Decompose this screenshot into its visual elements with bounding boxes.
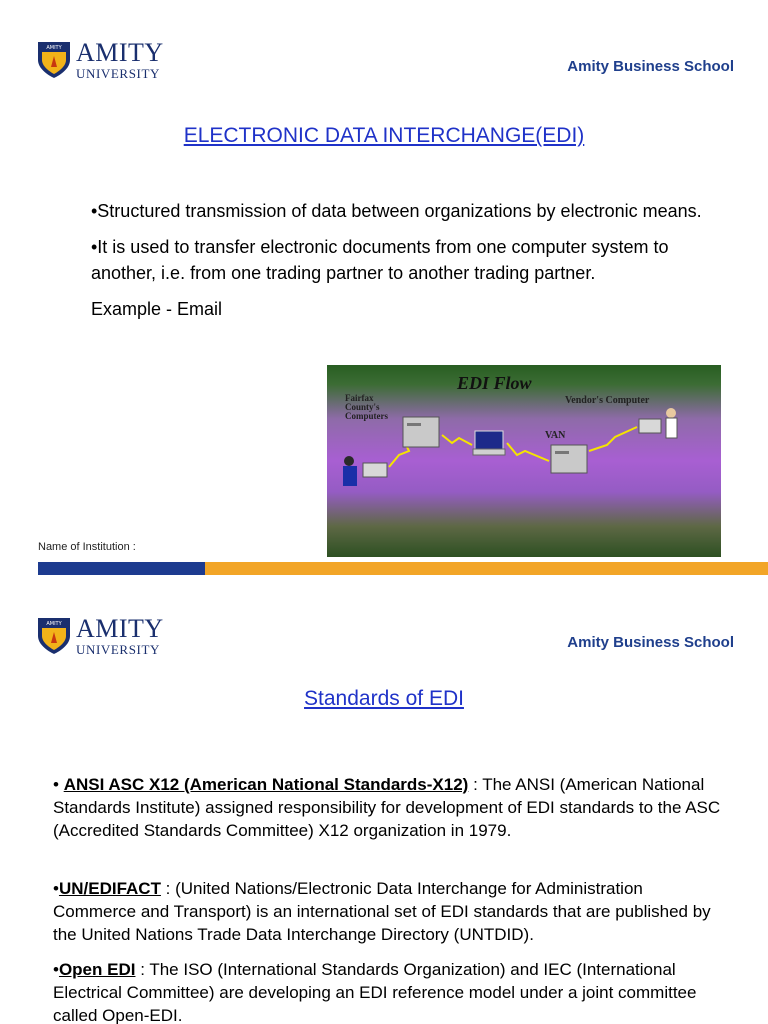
example-line: Example - Email [91,299,223,319]
slide-title: ELECTRONIC DATA INTERCHANGE(EDI) [183,124,585,147]
diagram-label-left-3: Computers [345,411,388,421]
diagram-title: EDI Flow [457,373,532,393]
standard-term: Open EDI [58,960,136,979]
bullet-mark: • [53,775,64,794]
vendor-person-icon [639,408,677,438]
computer-icon [473,431,505,455]
logo-name: AMITY [76,38,164,67]
logo-subtitle: UNIVERSITY [76,66,160,81]
shield-logo-icon [36,40,72,80]
amity-logo [36,616,164,656]
server-icon [403,417,439,447]
standard-description: : (United Nations/Electronic Data Interchange for Administration Commerce and Transport) is an international set of EDI standards that are published by the United Nations Trade Data Interchange Directory (UNTDID). [53,879,711,944]
shield-text: AMITY [46,621,62,627]
standard-description: : The ISO (International Standards Organization) and IEC (International Electrical Committee) are developing an EDI reference model under a joint committee called Open-EDI. [53,960,697,1024]
diagram-label-van: VAN [545,430,566,441]
amity-logo [36,40,164,80]
bullet-list [91,198,731,332]
standard-item-edifact [53,877,725,946]
bullet-item: •It is used to transfer electronic documents from one computer system to another, i.e. from one trading partner to another trading partner. [91,237,669,283]
footer-bar-blue [38,562,205,575]
slide-title: Standards of EDI [304,687,464,710]
slide-2 [0,598,768,1024]
logo-name: AMITY [76,614,164,643]
diagram-label-vendor: Vendor's Computer [565,395,650,406]
standard-description: : The ANSI (American National Standards Institute) assigned responsibility for development of EDI standards to the ASC (Accredited Standards Committee) X12 organization in 1979. [53,775,721,840]
user-person-icon [343,456,387,486]
footer-label: Name of Institution : [38,541,136,553]
school-name: Amity Business School [567,634,734,651]
bullet-mark: • [53,879,59,898]
diagram-label-left-1: Fairfax [345,393,374,403]
standard-term: UN/EDIFACT [58,879,161,898]
standard-item-ansi [53,773,725,842]
bullet-item: •Structured transmission of data between organizations by electronic means. [91,201,702,221]
shield-text: AMITY [46,45,62,51]
diagram-label-left-2: County's [345,402,380,412]
bullet-mark: • [53,960,59,979]
shield-logo-icon [36,616,72,656]
van-server-icon [551,445,587,473]
school-name: Amity Business School [567,58,734,75]
logo-subtitle: UNIVERSITY [76,642,160,657]
edi-flow-diagram [327,365,721,557]
standard-item-open-edi [53,958,725,1024]
standard-term: ANSI ASC X12 (American National Standards-X12) [63,775,469,794]
footer-bar-orange [205,562,768,575]
